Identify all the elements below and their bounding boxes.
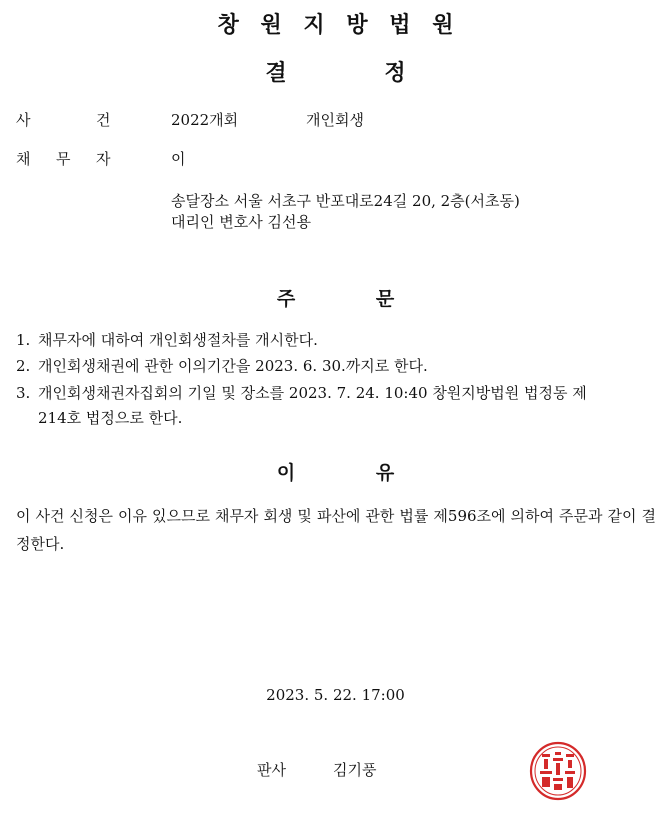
judge-name: 김기풍 xyxy=(333,761,377,779)
order-item xyxy=(16,354,656,379)
reason-heading-char: 유 xyxy=(375,462,395,484)
reason-text: 이 사건 신청은 이유 있으므로 채무자 회생 및 파산에 관한 법률 제596조에 의하여 주문과 같이 결정한다. xyxy=(16,507,656,553)
court-seal-stamp xyxy=(528,740,588,802)
court-name-char: 창 xyxy=(217,12,239,38)
debtor-agent: 대리인 변호사 김선용 xyxy=(171,213,311,231)
case-label-char: 건 xyxy=(96,111,111,129)
court-name xyxy=(0,8,671,39)
debtor-label-char: 무 xyxy=(56,150,71,168)
decision-datetime: 2023. 5. 22. 17:00 xyxy=(266,686,405,704)
case-number: 2022개회 xyxy=(171,111,239,129)
court-name-char: 원 xyxy=(260,12,282,38)
order-item-number: 3. xyxy=(16,384,31,402)
order-item-continuation: 214호 법정으로 한다. xyxy=(38,409,183,427)
court-name-char: 방 xyxy=(346,12,368,38)
order-heading-char: 문 xyxy=(375,288,395,310)
document-type xyxy=(0,56,671,87)
judge-title: 판사 xyxy=(257,761,286,779)
order-item xyxy=(16,381,656,431)
case-type: 개인회생 xyxy=(306,111,364,129)
order-heading-char: 주 xyxy=(276,288,296,310)
order-item-number: 2. xyxy=(16,357,31,375)
order-item-text: 개인회생채권자집회의 기일 및 장소를 2023. 7. 24. 10:40 창원지방법원 법정동 제 xyxy=(38,384,587,402)
order-item-text: 개인회생채권에 관한 이의기간을 2023. 6. 30.까지로 한다. xyxy=(38,357,428,375)
reason-heading xyxy=(0,458,671,485)
case-label xyxy=(16,110,111,130)
reason-heading-char: 이 xyxy=(276,462,296,484)
order-item xyxy=(16,328,656,353)
debtor-label-char: 자 xyxy=(96,150,111,168)
doc-type-char: 결 xyxy=(265,60,287,86)
order-item-text: 채무자에 대하여 개인회생절차를 개시한다. xyxy=(38,331,318,349)
order-item-number: 1. xyxy=(16,331,31,349)
case-label-char: 사 xyxy=(16,111,31,129)
court-name-char: 법 xyxy=(389,12,411,38)
order-heading xyxy=(0,284,671,311)
debtor-name: 이 xyxy=(171,150,186,168)
doc-type-char: 정 xyxy=(384,60,406,86)
court-name-char: 지 xyxy=(303,12,325,38)
debtor-label-char: 채 xyxy=(16,150,31,168)
court-name-char: 원 xyxy=(432,12,454,38)
debtor-address: 송달장소 서울 서초구 반포대로24길 20, 2층(서초동) xyxy=(171,192,520,210)
